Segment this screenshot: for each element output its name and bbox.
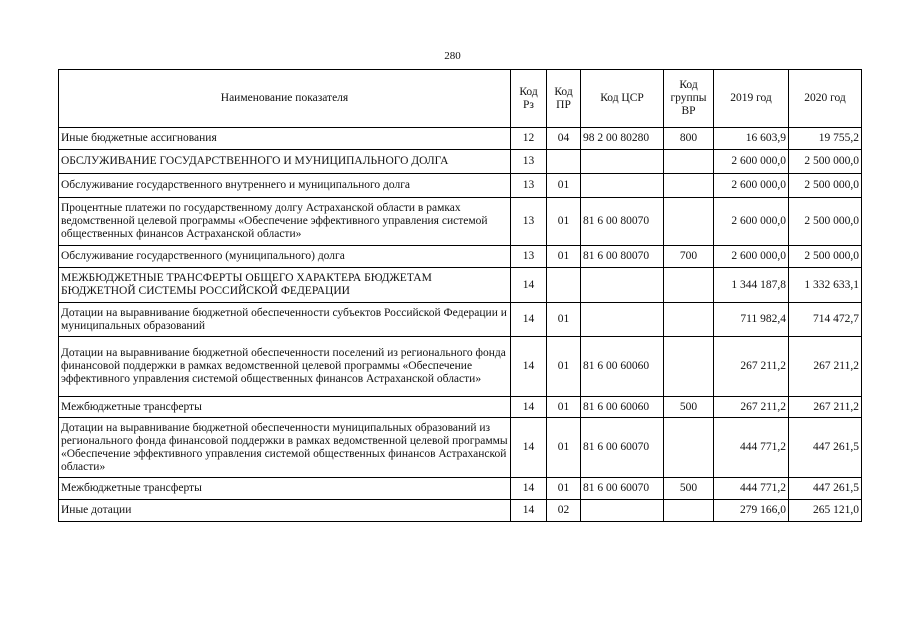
cell-y2020: 714 472,7 [789,303,862,337]
cell-y2019: 2 600 000,0 [714,150,789,174]
cell-name: Процентные платежи по государственному долгу Астраханской области в рамках ведомственной целевой программы «Обеспечение эффективного управления системой общественных финансов Астраханской области» [59,198,511,246]
cell-y2020: 267 211,2 [789,397,862,418]
header-vr: Код группы ВР [664,70,714,128]
cell-pr [547,150,581,174]
budget-table [58,69,862,522]
cell-name: МЕЖБЮДЖЕТНЫЕ ТРАНСФЕРТЫ ОБЩЕГО ХАРАКТЕРА БЮДЖЕТАМ БЮДЖЕТНОЙ СИСТЕМЫ РОССИЙСКОЙ ФЕДЕРАЦИИ [59,268,511,303]
cell-name: Дотации на выравнивание бюджетной обеспеченности поселений из регионального фонда финансовой поддержки в рамках ведомственной целевой программы «Обеспечение эффективного управления системой общественных финансов Астраханской области» [59,337,511,397]
cell-y2019: 267 211,2 [714,337,789,397]
table-row [59,268,862,303]
cell-vr [664,418,714,478]
cell-rz: 14 [511,268,547,303]
cell-vr [664,174,714,198]
cell-y2019: 16 603,9 [714,128,789,150]
header-2020: 2020 год [789,70,862,128]
cell-rz: 13 [511,150,547,174]
cell-y2019: 2 600 000,0 [714,246,789,268]
cell-rz: 14 [511,303,547,337]
cell-name: Иные дотации [59,500,511,522]
cell-y2020: 2 500 000,0 [789,198,862,246]
table-row [59,198,862,246]
cell-csr [581,268,664,303]
cell-name: Межбюджетные трансферты [59,397,511,418]
cell-y2020: 19 755,2 [789,128,862,150]
cell-y2020: 447 261,5 [789,478,862,500]
cell-y2020: 2 500 000,0 [789,174,862,198]
header-2019: 2019 год [714,70,789,128]
cell-csr [581,303,664,337]
cell-y2019: 444 771,2 [714,418,789,478]
cell-vr: 500 [664,397,714,418]
cell-rz: 13 [511,246,547,268]
cell-pr: 01 [547,303,581,337]
cell-y2019: 2 600 000,0 [714,198,789,246]
cell-pr: 01 [547,478,581,500]
cell-rz: 13 [511,174,547,198]
table-row [59,478,862,500]
cell-rz: 14 [511,418,547,478]
cell-rz: 13 [511,198,547,246]
table-row [59,303,862,337]
cell-csr: 81 6 00 60070 [581,478,664,500]
cell-name: Межбюджетные трансферты [59,478,511,500]
cell-csr [581,500,664,522]
cell-csr: 81 6 00 80070 [581,246,664,268]
cell-y2020: 447 261,5 [789,418,862,478]
cell-vr [664,337,714,397]
cell-pr: 01 [547,198,581,246]
cell-vr: 500 [664,478,714,500]
cell-rz: 14 [511,478,547,500]
table-row [59,397,862,418]
table-row [59,418,862,478]
cell-pr: 01 [547,174,581,198]
cell-name: Иные бюджетные ассигнования [59,128,511,150]
cell-pr: 01 [547,397,581,418]
cell-name: Дотации на выравнивание бюджетной обеспеченности муниципальных образований из регионального фонда финансовой поддержки в рамках ведомственной целевой программы «Обеспечение эффективного управления системой общественных финансов Астраханской области» [59,418,511,478]
cell-csr [581,174,664,198]
cell-y2019: 444 771,2 [714,478,789,500]
cell-pr: 04 [547,128,581,150]
cell-pr: 01 [547,418,581,478]
table-row [59,174,862,198]
cell-pr: 01 [547,337,581,397]
cell-y2020: 265 121,0 [789,500,862,522]
cell-vr [664,198,714,246]
cell-vr: 800 [664,128,714,150]
cell-csr: 98 2 00 80280 [581,128,664,150]
cell-vr [664,150,714,174]
cell-y2020: 2 500 000,0 [789,150,862,174]
cell-vr [664,268,714,303]
cell-name: Обслуживание государственного внутреннего и муниципального долга [59,174,511,198]
cell-vr [664,500,714,522]
cell-rz: 12 [511,128,547,150]
cell-name: Обслуживание государственного (муниципального) долга [59,246,511,268]
cell-y2020: 1 332 633,1 [789,268,862,303]
cell-csr: 81 6 00 60070 [581,418,664,478]
cell-rz: 14 [511,500,547,522]
cell-y2019: 279 166,0 [714,500,789,522]
cell-csr: 81 6 00 80070 [581,198,664,246]
cell-rz: 14 [511,397,547,418]
cell-vr [664,303,714,337]
table-row [59,150,862,174]
header-rz: Код Рз [511,70,547,128]
cell-y2019: 267 211,2 [714,397,789,418]
cell-name: ОБСЛУЖИВАНИЕ ГОСУДАРСТВЕННОГО И МУНИЦИПАЛЬНОГО ДОЛГА [59,150,511,174]
cell-rz: 14 [511,337,547,397]
header-pr: Код ПР [547,70,581,128]
cell-y2020: 267 211,2 [789,337,862,397]
table-row [59,500,862,522]
table-row [59,246,862,268]
cell-csr: 81 6 00 60060 [581,337,664,397]
cell-csr: 81 6 00 60060 [581,397,664,418]
cell-pr [547,268,581,303]
table-body [59,128,862,522]
header-csr: Код ЦСР [581,70,664,128]
cell-vr: 700 [664,246,714,268]
table-header-row [59,70,862,128]
table-row [59,128,862,150]
cell-y2019: 711 982,4 [714,303,789,337]
cell-csr [581,150,664,174]
cell-pr: 01 [547,246,581,268]
cell-pr: 02 [547,500,581,522]
cell-y2019: 1 344 187,8 [714,268,789,303]
page-number: 280 [444,50,461,62]
cell-name: Дотации на выравнивание бюджетной обеспеченности субъектов Российской Федерации и муниципальных образований [59,303,511,337]
cell-y2020: 2 500 000,0 [789,246,862,268]
header-name: Наименование показателя [59,70,511,128]
table-row [59,337,862,397]
cell-y2019: 2 600 000,0 [714,174,789,198]
